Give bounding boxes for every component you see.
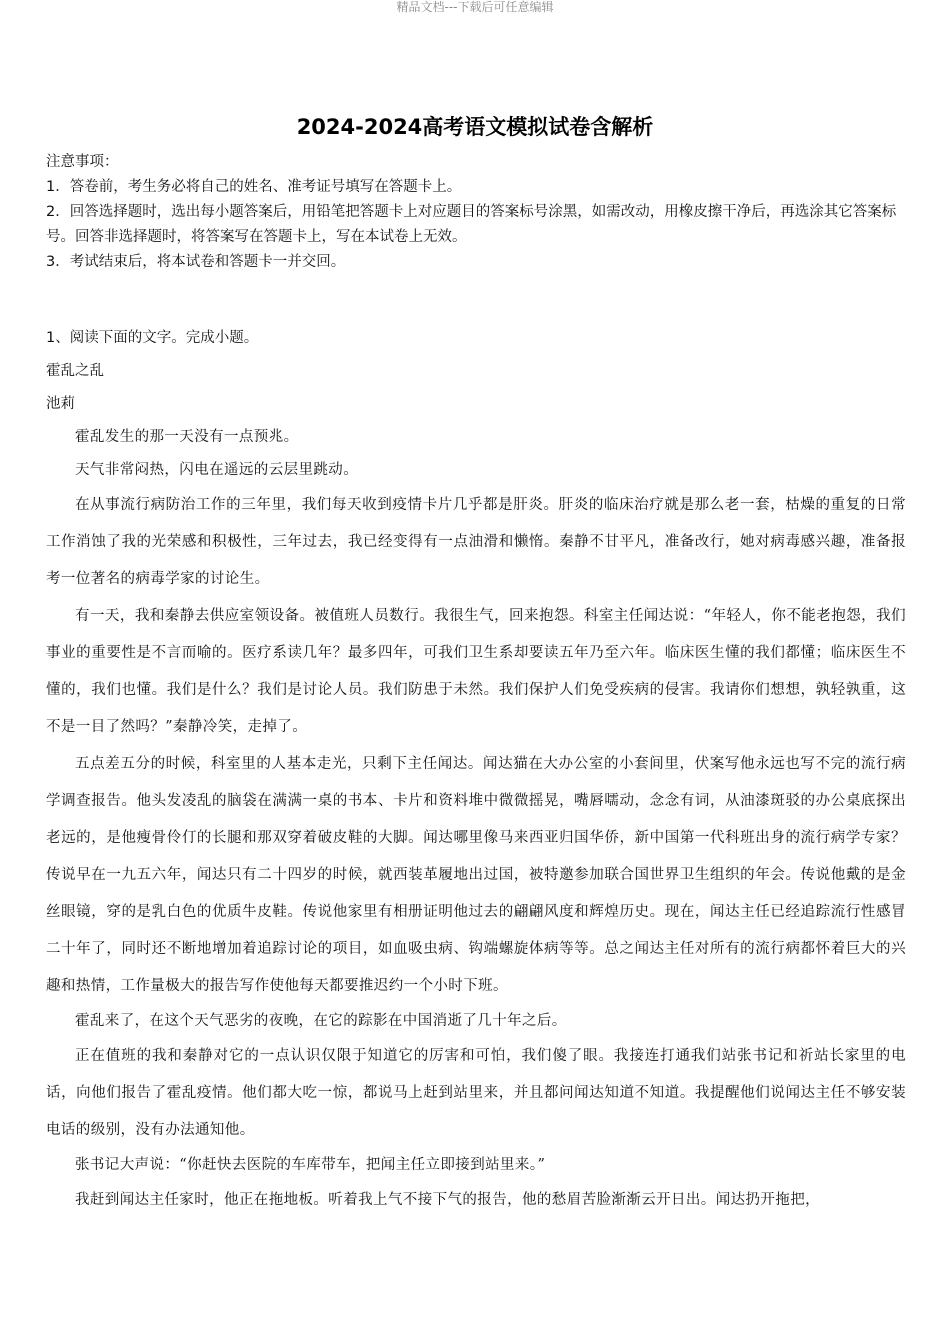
story-paragraph: 天气非常闷热，闪电在遥远的云层里跳动。 — [75, 462, 359, 478]
story-paragraph: 霍乱发生的那一天没有一点预兆。 — [75, 429, 299, 445]
story-paragraph: 五点差五分的时候，科室里的人基本走光，只剩下主任闻达。闻达猫在大办公室的小套间里，伏案写他永远也写不完的流行病学调查报告。他头发凌乱的脑袋在满满一桌的书本、卡片和资料堆中微微摇晃，嘴唇嚅动，念念有词，从油漆斑驳的办公桌底探出老远的，是他瘦骨伶仃的长腿和那双穿着破皮鞋的大脚。闻达哪里像马来西亚归国华侨，新中国第一代科班出身的流行病学专家？传说早在一九五六年，闻达只有二十四岁的时候，就西装革履地出过国，被特邀参加联合国世界卫生组织的年会。传说他戴的是金丝眼镜，穿的是乳白色的优质牛皮鞋。传说他家里有相册证明他过去的翩翩风度和辉煌历史。现在，闻达主任已经追踪流行性感冒二十年了，同时还不断地增加着追踪讨论的项目，如血吸虫病、钩端螺旋体病等等。总之闻达主任对所有的流行病都怀着巨大的兴趣和热情，工作量极大的报告写作使他每天都要推迟约一个小时下班。 — [46, 756, 906, 994]
notice-section — [46, 150, 906, 275]
story-paragraph: 有一天，我和秦静去供应室领设备。被值班人员数行。我很生气，回来抱怨。科室主任闻达说：“年轻人，你不能老抱怨，我们事业的重要性是不言而喻的。医疗系读几年？最多四年，可我们卫生系却要读五年乃至六年。临床医生懂的我们都懂；临床医生不懂的，我们也懂。我们是什么？我们是讨论人员。我们防患于未然。我们保护人们免受疾病的侵害。我请你们想想，孰轻孰重，这不是一目了然吗？”秦静冷笑，走掉了。 — [46, 608, 906, 735]
story-paragraph: 正在值班的我和秦静对它的一点认识仅限于知道它的厉害和可怕，我们傻了眼。我接连打通我们站张书记和祈站长家里的电话，向他们报告了霍乱疫情。他们都大吃一惊，都说马上赶到站里来，并且都问闻达知道不知道。我提醒他们说闻达主任不够安装电话的级别，没有办法通知他。 — [46, 1048, 906, 1138]
notice-item: 3．考试结束后，将本试卷和答题卡一并交回。 — [46, 254, 346, 270]
story-paragraph: 在从事流行病防治工作的三年里，我们每天收到疫情卡片几乎都是肝炎。肝炎的临床治疗就是那么老一套，枯燥的重复的日常工作消蚀了我的光荣感和积极性，三年过去，我已经变得有一点油滑和懒惰。秦静不甘平凡，准备改行，她对病毒感兴趣，准备报考一位著名的病毒学家的讨论生。 — [46, 497, 906, 587]
notice-heading: 注意事项： — [46, 154, 119, 170]
story-title: 霍乱之乱 — [46, 363, 104, 379]
header-watermark: 精品文档---下载后可任意编辑 — [396, 0, 554, 14]
exam-title: 2024-2024高考语文模拟试卷含解析 — [296, 115, 654, 139]
story-paragraph: 我赶到闻达主任家时，他正在拖地板。听着我上气不接下气的报告，他的愁眉苦脸渐渐云开日出。闻达扔开拖把， — [75, 1192, 820, 1208]
reading-section — [46, 322, 906, 1219]
question-heading: 1、阅读下面的文字。完成小题。 — [46, 330, 259, 346]
story-paragraph: 霍乱来了，在这个天气恶劣的夜晚，在它的踪影在中国消逝了几十年之后。 — [75, 1013, 567, 1029]
story-paragraph: 张书记大声说：“你赶快去医院的车库带车，把闻主任立即接到站里来。” — [75, 1157, 546, 1173]
notice-item: 2．回答选择题时，选出每小题答案后，用铅笔把答题卡上对应题目的答案标号涂黑，如需改动，用橡皮擦干净后，再选涂其它答案标号。回答非选择题时，将答案写在答题卡上，写在本试卷上无效。 — [46, 204, 897, 245]
notice-item: 1．答卷前，考生务必将自己的姓名、准考证号填写在答题卡上。 — [46, 179, 462, 195]
story-author: 池莉 — [46, 396, 75, 412]
